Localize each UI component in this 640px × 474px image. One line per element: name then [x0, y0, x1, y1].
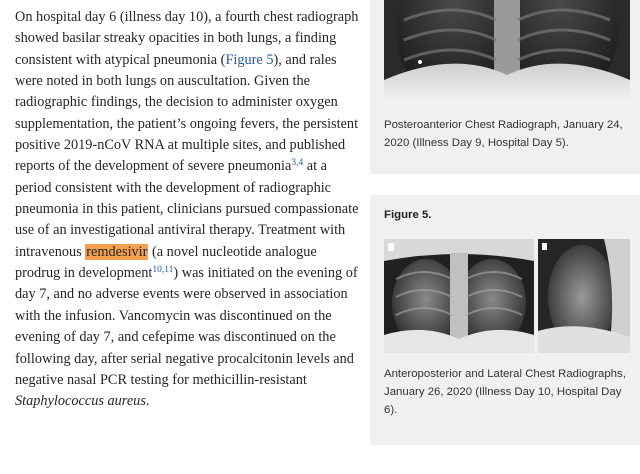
text-segment: (a novel nucleotide analogue prodrug in development [15, 243, 317, 282]
figure-5-link[interactable]: Figure 5 [225, 51, 274, 68]
reference-link[interactable]: 3,4 [291, 158, 304, 169]
text-segment: On hospital day 6 (illness day 10), a fourth chest radiograph showed basilar streaky opacities in both lungs, a finding consistent with atypical pneumonia ( [15, 9, 359, 68]
highlighted-term: remdesivir [86, 243, 148, 260]
figure-4-caption: Posteroanterior Chest Radiograph, January 24, 2020 (Illness Day 9, Hospital Day 5). [384, 119, 623, 149]
text-segment: ) was initiated on the evening of day 7, and no adverse events were observed in association with the infusion. Vancomycin was discontinued on the evening of day 7, and cefepime was discontinued on the following day, after serial negative procalcitonin levels and negative nasal PCR testing for methicillin-resistant [15, 265, 358, 388]
figure-5-title: Figure 5. [384, 209, 432, 221]
reference-link[interactable]: 10,11 [152, 265, 174, 276]
figure-4-panel [370, 0, 640, 174]
italic-term: Staphylococcus aureus [15, 393, 146, 410]
text-segment: at a period consistent with the development of radiographic pneumonia in this patient, clinicians pursued compassionate use of an investigational antiviral therapy. Treatment with intravenous [15, 158, 359, 260]
figure-5-ap-image[interactable] [384, 239, 534, 353]
text-segment: ), and rales were noted in both lungs on auscultation. Given the radiographic findings, the decision to administer oxygen supplementation, the patient’s ongoing fevers, the persistent positive 2019-nCoV RNA at multiple sites, and published reports of the development of severe pneumonia [15, 51, 359, 175]
text-segment: . [145, 393, 150, 410]
figure-5-caption: Anteroposterior and Lateral Chest Radiographs, January 26, 2020 (Illness Day 10, Hospital Day 6). [384, 368, 626, 416]
figure-5-panel [370, 195, 640, 445]
figure-5-lateral-image[interactable] [538, 239, 630, 353]
figure-4-image[interactable] [384, 0, 630, 103]
article-paragraph [15, 7, 360, 413]
article-body [15, 7, 360, 413]
